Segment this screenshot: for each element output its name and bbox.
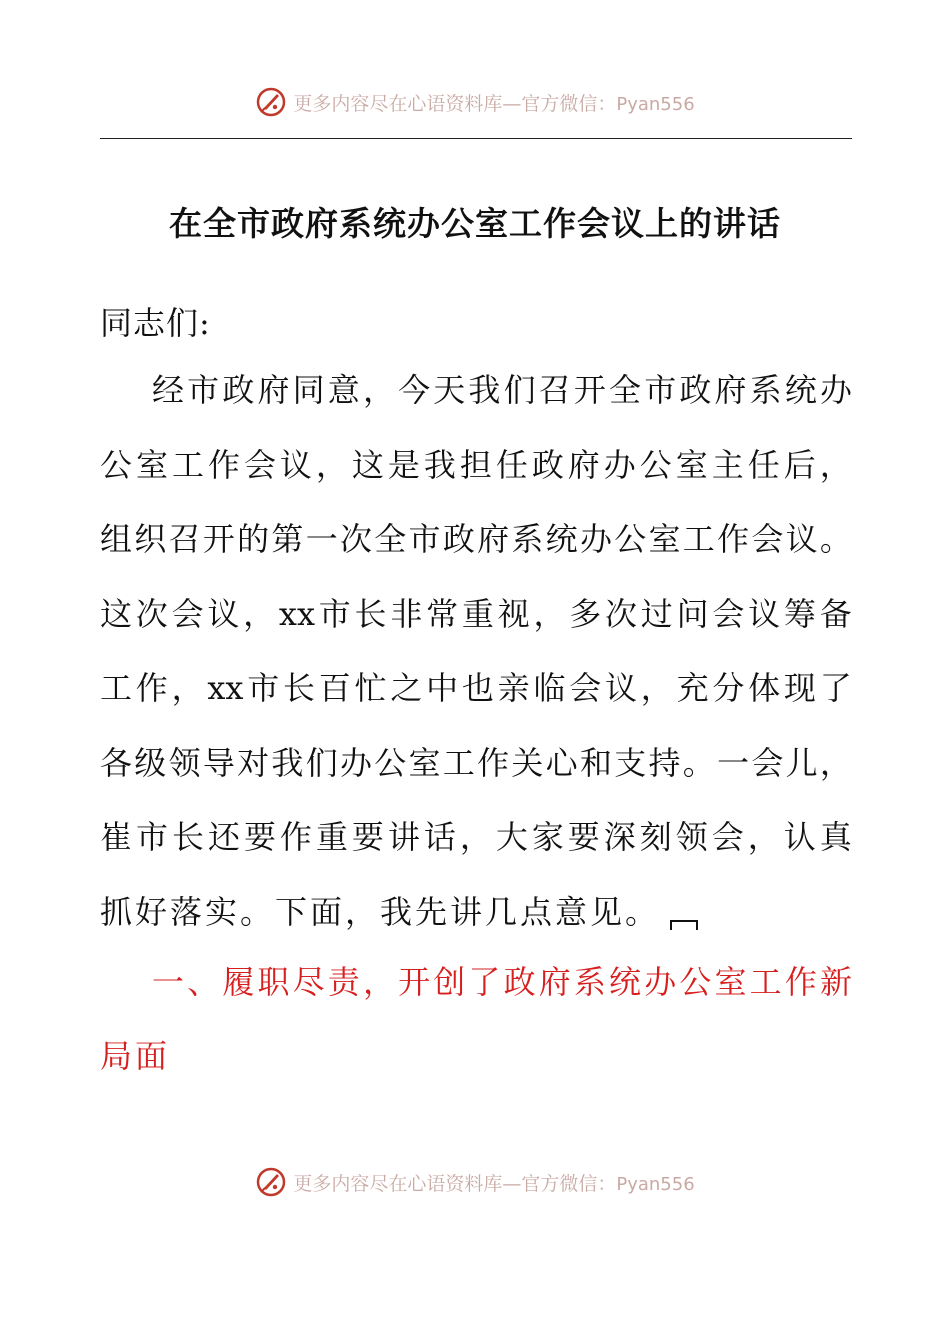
line-char: 担 [459, 445, 492, 484]
line-text: 抓好落实。下面，我先讲几点意见。 [100, 892, 661, 931]
footer-banner [0, 1162, 950, 1202]
line-char: 职 [257, 963, 290, 1001]
line-char: 办 [644, 963, 677, 1001]
line-char: 这 [100, 594, 133, 633]
line-char: 统 [784, 371, 817, 409]
line-char: 次 [605, 594, 638, 633]
line-char: 室 [135, 445, 168, 484]
line-char: 领 [675, 818, 708, 856]
line-char: ， [640, 669, 673, 707]
line-char: 工 [749, 963, 782, 1001]
line-char: 织 [134, 520, 167, 558]
line-char: 任 [747, 445, 780, 484]
line-char: 工 [100, 669, 133, 707]
line-char: 市 [135, 818, 168, 856]
line-char: 。 [819, 520, 852, 558]
line-char: ， [315, 445, 348, 484]
paragraph-line [100, 437, 852, 512]
line-char: 次 [339, 520, 372, 558]
line-char: 市 [187, 371, 220, 409]
line-char: 也 [461, 669, 494, 707]
line-char: 经 [152, 371, 185, 409]
header-banner [0, 82, 950, 122]
line-char: 同 [292, 371, 325, 409]
line-char: 一 [305, 520, 338, 558]
line-char: 长 [171, 818, 204, 856]
line-char: 非 [390, 594, 423, 633]
line-char: 作 [135, 669, 168, 707]
line-char: 崔 [100, 818, 133, 856]
line-char: 我 [468, 371, 501, 409]
line-char: 我 [271, 743, 304, 782]
line-char: 多 [569, 594, 602, 633]
line-char: 办 [339, 743, 372, 782]
line-char: 议 [748, 594, 781, 633]
line-char: 创 [433, 963, 466, 1001]
line-char: 政 [442, 520, 475, 558]
line-char: 组 [100, 520, 133, 558]
line-char: 我 [423, 445, 456, 484]
line-char: 导 [202, 743, 235, 782]
header-banner-separator: — [502, 92, 522, 115]
line-char: 百 [318, 669, 351, 707]
line-char: 全 [609, 371, 642, 409]
line-char: xx [207, 669, 244, 707]
line-char: 中 [426, 669, 459, 707]
line-char: 深 [603, 818, 636, 856]
line-char: 意 [327, 371, 360, 409]
brand-logo-icon [255, 86, 287, 118]
footer-banner-wechat-id: Pyan556 [616, 1173, 695, 1195]
footer-banner-separator: — [502, 1172, 522, 1195]
paragraph-line [100, 809, 852, 884]
line-char: 办 [603, 445, 636, 484]
line-char: 了 [819, 669, 852, 707]
section-heading-line [100, 1028, 852, 1102]
line-char: 会 [711, 818, 744, 856]
line-char: 持 [648, 743, 681, 782]
line-char: 后 [783, 445, 816, 484]
footer-banner-wechat-label: 官方微信： [521, 1172, 617, 1195]
line-char: 会 [243, 445, 276, 484]
line-char: 忙 [354, 669, 387, 707]
line-char: 议 [279, 445, 312, 484]
line-char: ， [747, 818, 780, 856]
line-char: 统 [609, 963, 642, 1001]
line-char: 第 [271, 520, 304, 558]
header-banner-wechat-label: 官方微信： [521, 92, 617, 115]
line-char: 过 [640, 594, 673, 633]
line-char: 作 [477, 743, 510, 782]
line-char: 这 [351, 445, 384, 484]
line-char: 体 [748, 669, 781, 707]
line-char: 重 [315, 818, 348, 856]
line-char: 心 [545, 743, 578, 782]
line-char: 办 [819, 371, 852, 409]
line-char: 了 [468, 963, 501, 1001]
footer-banner-slogan: 更多内容尽在心语资料库 [293, 1172, 503, 1195]
line-char: 长 [354, 594, 387, 633]
line-char: 还 [207, 818, 240, 856]
line-char: 之 [390, 669, 423, 707]
line-char: ， [819, 743, 852, 782]
line-char: 开 [202, 520, 235, 558]
line-char: 要 [567, 818, 600, 856]
line-char: ， [533, 594, 566, 633]
line-char: 市 [644, 371, 677, 409]
body-paragraph [100, 362, 852, 958]
line-char: 备 [819, 594, 852, 633]
line-char: 是 [387, 445, 420, 484]
line-char: 公 [100, 445, 133, 484]
line-char: 责 [327, 963, 360, 1001]
line-char: 系 [749, 371, 782, 409]
line-char: 筹 [783, 594, 816, 633]
line-char: 刻 [639, 818, 672, 856]
line-char: 作 [717, 520, 750, 558]
footer-banner-text [293, 1169, 694, 1196]
line-char: 系 [573, 963, 606, 1001]
line-char: 会 [751, 743, 784, 782]
line-char: 市 [408, 520, 441, 558]
line-char: 要 [351, 818, 384, 856]
salutation: 同志们: [100, 304, 211, 342]
line-char: 室 [408, 743, 441, 782]
line-char: 府 [714, 371, 747, 409]
paragraph-line [100, 586, 852, 661]
line-char: 分 [712, 669, 745, 707]
paragraph-line [100, 660, 852, 735]
line-char: 的 [237, 520, 270, 558]
paragraph-line [100, 362, 852, 437]
line-char: 会 [751, 520, 784, 558]
line-char: 公 [614, 520, 647, 558]
line-char: 室 [648, 520, 681, 558]
line-char: 政 [531, 445, 564, 484]
line-char: 一 [152, 963, 185, 1001]
line-char: 市 [247, 669, 280, 707]
line-char: 政 [503, 963, 536, 1001]
line-char: ， [459, 818, 492, 856]
bracket-mark-icon [670, 920, 698, 930]
line-char: 开 [398, 963, 431, 1001]
line-char: 家 [531, 818, 564, 856]
document-title: 在全市政府系统办公室工作会议上的讲话 [169, 204, 781, 243]
line-char: 领 [168, 743, 201, 782]
line-char: 真 [819, 818, 852, 856]
line-char: 室 [714, 963, 747, 1001]
line-char: 现 [783, 669, 816, 707]
line-char: xx [278, 594, 315, 633]
section-heading-line [100, 954, 852, 1028]
line-char: ， [362, 963, 395, 1001]
line-char: 主 [711, 445, 744, 484]
line-char: 今 [398, 371, 431, 409]
line-char: 常 [426, 594, 459, 633]
line-char: ， [243, 594, 276, 633]
line-char: 要 [243, 818, 276, 856]
line-char: 议 [207, 594, 240, 633]
line-char: 公 [639, 445, 672, 484]
line-char: 天 [433, 371, 466, 409]
line-char: 政 [222, 371, 255, 409]
line-char: 议 [605, 669, 638, 707]
line-char: 话 [423, 818, 456, 856]
line-char: 认 [783, 818, 816, 856]
line-char: 工 [682, 520, 715, 558]
line-char: ， [819, 445, 852, 484]
line-char: 作 [784, 963, 817, 1001]
line-char: 系 [511, 520, 544, 558]
line-char: 对 [237, 743, 270, 782]
line-char: 。 [682, 743, 715, 782]
line-char: 关 [511, 743, 544, 782]
line-char: 次 [135, 594, 168, 633]
line-char: 临 [533, 669, 566, 707]
line-char: 召 [538, 371, 571, 409]
line-char: 履 [222, 963, 255, 1001]
line-char: 会 [569, 669, 602, 707]
line-char: 市 [318, 594, 351, 633]
line-char: 工 [171, 445, 204, 484]
line-char: 讲 [387, 818, 420, 856]
line-char: 府 [477, 520, 510, 558]
header-banner-text [293, 89, 694, 116]
line-char: 亲 [497, 669, 530, 707]
line-char: 政 [679, 371, 712, 409]
line-char: 和 [579, 743, 612, 782]
line-char: 、 [187, 963, 220, 1001]
line-char: 任 [495, 445, 528, 484]
line-char: 办 [579, 520, 612, 558]
line-char: 会 [171, 594, 204, 633]
section-heading [100, 954, 852, 1102]
line-char: 统 [545, 520, 578, 558]
line-char: 公 [374, 743, 407, 782]
line-char: ， [171, 669, 204, 707]
line-char: 室 [675, 445, 708, 484]
line-char: 充 [676, 669, 709, 707]
line-char: 支 [614, 743, 647, 782]
line-char: 府 [538, 963, 571, 1001]
line-char: 开 [573, 371, 606, 409]
line-char: 各 [100, 743, 133, 782]
paragraph-line [100, 735, 852, 810]
line-char: 们 [305, 743, 338, 782]
line-char: 视 [497, 594, 530, 633]
line-char: 作 [207, 445, 240, 484]
line-char: 长 [282, 669, 315, 707]
paragraph-line [100, 511, 852, 586]
brand-logo-icon [255, 1166, 287, 1198]
line-char: 新 [819, 963, 852, 1001]
header-banner-slogan: 更多内容尽在心语资料库 [293, 92, 503, 115]
line-char: 级 [134, 743, 167, 782]
line-char: 工 [442, 743, 475, 782]
line-char: 公 [679, 963, 712, 1001]
line-char: 议 [785, 520, 818, 558]
line-char: 会 [712, 594, 745, 633]
line-char: 府 [567, 445, 600, 484]
line-char: ， [362, 371, 395, 409]
header-divider [100, 138, 852, 139]
line-char: 儿 [785, 743, 818, 782]
line-char: 召 [168, 520, 201, 558]
line-char: 作 [279, 818, 312, 856]
line-text: 局面 [100, 1037, 171, 1075]
line-char: 全 [374, 520, 407, 558]
line-char: 大 [495, 818, 528, 856]
line-char: 尽 [292, 963, 325, 1001]
line-char: 重 [461, 594, 494, 633]
paragraph-line [100, 884, 852, 959]
line-char: 们 [503, 371, 536, 409]
line-char: 一 [717, 743, 750, 782]
line-char: 问 [676, 594, 709, 633]
header-banner-wechat-id: Pyan556 [616, 93, 695, 115]
line-char: 府 [257, 371, 290, 409]
